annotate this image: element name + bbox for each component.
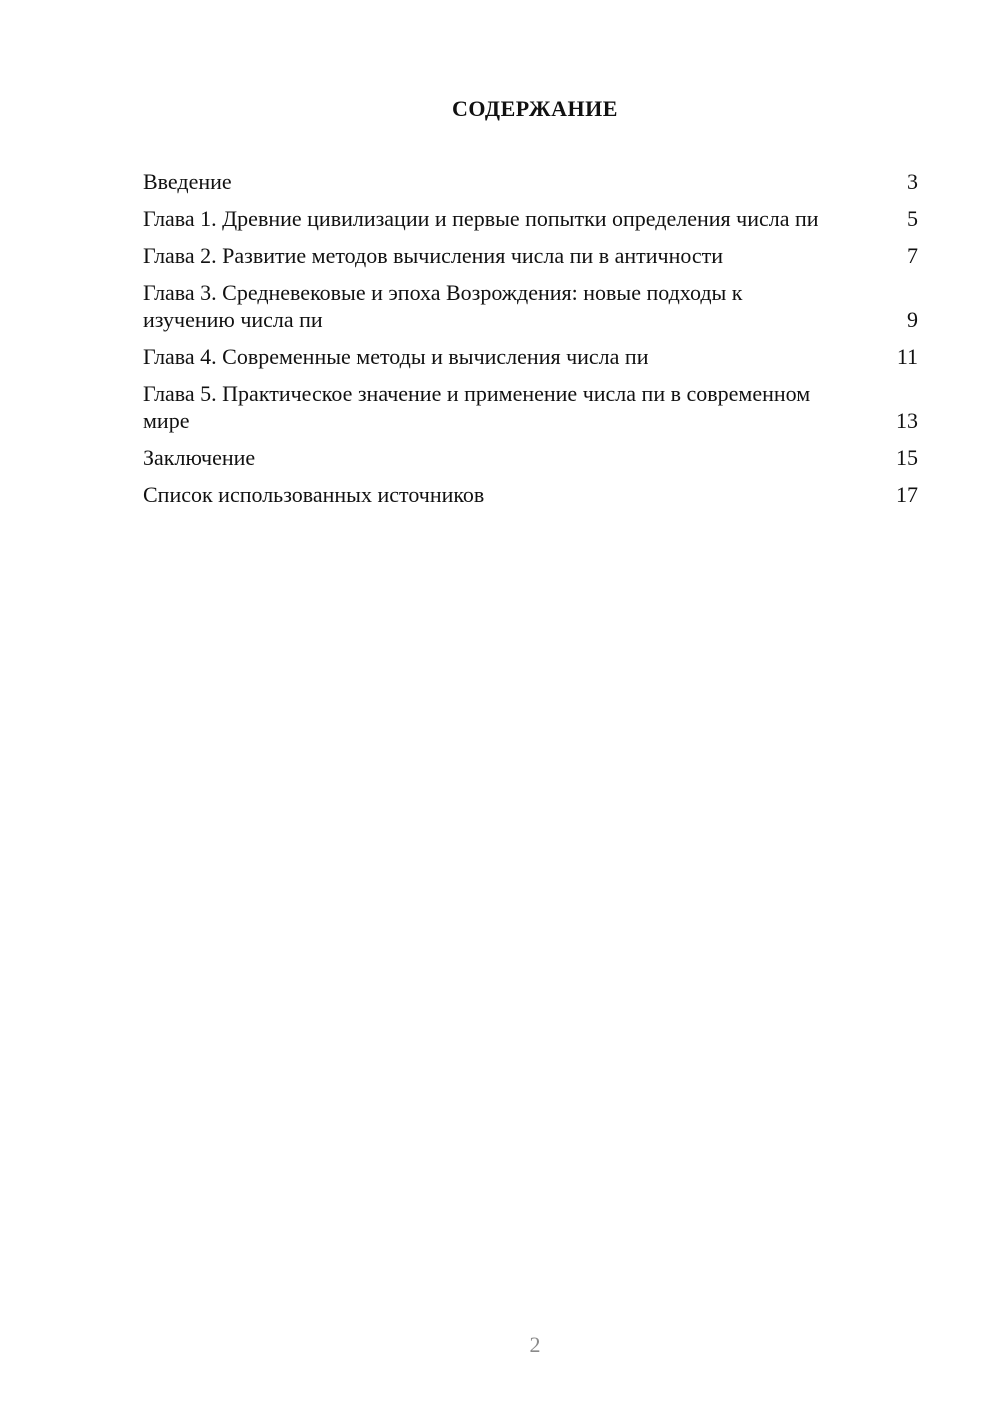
toc-entry-conclusion[interactable] <box>143 444 918 471</box>
toc-entry-introduction[interactable] <box>143 168 918 195</box>
toc-entry-text: Список использованных источников <box>143 482 485 507</box>
toc-entry-page: 13 <box>896 408 918 433</box>
toc-entry-chapter-5[interactable] <box>143 380 918 434</box>
toc-entry-text: Введение <box>143 169 232 194</box>
toc-entry-text: Глава 2. Развитие методов вычисления числа пи в античности <box>143 243 724 268</box>
toc-entry-text: Заключение <box>143 445 256 470</box>
toc-entry-text: Глава 3. Средневековые и эпоха Возрождения: новые подходы к изучению числа пи <box>143 280 743 332</box>
page-number: 2 <box>529 1332 541 1357</box>
table-of-contents <box>143 168 918 518</box>
toc-title: СОДЕРЖАНИЕ <box>452 96 618 121</box>
toc-entry-chapter-3[interactable] <box>143 279 918 333</box>
toc-entry-text: Глава 4. Современные методы и вычисления числа пи <box>143 344 649 369</box>
toc-entry-page: 15 <box>896 445 918 470</box>
toc-entry-chapter-1[interactable] <box>143 205 918 232</box>
toc-entry-page: 11 <box>896 344 918 369</box>
toc-entry-references[interactable] <box>143 481 918 508</box>
toc-entry-chapter-4[interactable] <box>143 343 918 370</box>
toc-entry-text: Глава 5. Практическое значение и применение числа пи в современном мире <box>143 381 811 433</box>
toc-entry-text: Глава 1. Древние цивилизации и первые попытки определения числа пи <box>143 206 819 231</box>
toc-entry-page: 5 <box>907 206 918 231</box>
toc-entry-page: 9 <box>907 307 918 332</box>
toc-entry-page: 7 <box>907 243 918 268</box>
toc-entry-page: 3 <box>907 169 918 194</box>
toc-entry-chapter-2[interactable] <box>143 242 918 269</box>
toc-entry-page: 17 <box>896 482 918 507</box>
